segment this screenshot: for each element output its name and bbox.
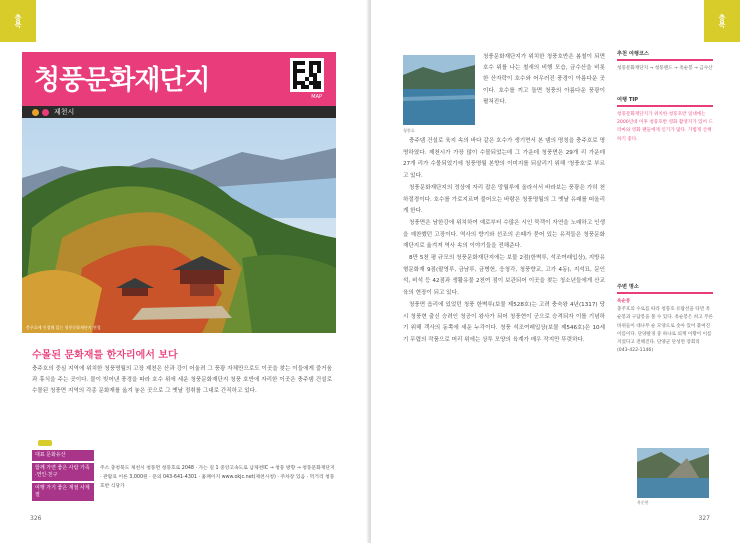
tip-heading: 여행 TIP [617, 97, 639, 103]
course-heading: 추천 여행코스 [617, 51, 649, 57]
info-tag: 함께 가면 좋은 사람 가족·연인·친구 [32, 463, 94, 481]
section-tab-left: 충북 [0, 0, 36, 42]
nearby-photo [637, 448, 709, 498]
car-icon [38, 440, 52, 446]
main-photo [22, 118, 336, 333]
info-box: 주소 충청북도 제천시 청풍면 청풍호로 2048 · 가는 길 1 중앙고속도로 남제천IC → 청풍 방향 → 청풍문화재단지 · 관람료 어른 3,000원 · 문의 043-641-4301 · 홈페이지 www.okjc.net(제천시청) · 주차장 있음 · 먹거리 청풍호반 식당가 [100, 466, 335, 489]
intro-paragraph: 충주호의 중심 지역에 위치한 청풍명월의 고장 제천은 산과 강이 어울려 그 풍광 자체만으로도 이곳을 찾는 이들에게 즐거움과 휴식을 주는 곳이다. 물이 빚어낸 풍경을 따라 호수 위에 세운 청풍문화재단지 청풍 호반에 자리한 이곳은 충주댐 건설로 수몰된 청풍면 지역의 각종 문화재를 옮겨 놓은 곳으로 그 옛날 정취를 그대로 간직하고 있다. [32, 366, 332, 394]
thumbnail-caption: 청풍호 [403, 128, 415, 133]
sidebar-tip [617, 96, 713, 144]
region-bar [22, 106, 336, 118]
region-label: 제천시 [54, 108, 75, 116]
tip-text: 청풍문화재단지가 위치한 청풍호반 일대에는 2000년대 이후 청풍호반 영화 촬영지가 있어 드라마와 영화 팬들에게 인기가 많다. 가볍게 산책하기 좋다. [617, 112, 713, 142]
nearby-heading: 주변 명소 [617, 284, 639, 290]
section-tab-right: 충북 [704, 0, 740, 42]
body-paragraph: 청풍문화재단지의 정상에 자리 잡은 망월루에 올라서서 바라보는 풍광은 가히 천하절경이다. 호수를 가로지르며 불어오는 바람은 청풍명월의 그 옛날 유래를 떠올리게 한다. [403, 184, 605, 215]
nearby-text: 충주호의 수로를 따라 청풍호 유람선을 타면 옥순봉과 구담봉을 볼 수 있다. 옥순봉은 희고 푸른 바위들이 대나무 순 모양으로 솟아 있어 붙여진 이름이다. 단양팔경 중 하나로 퇴계 이황이 이름 지었다고 전해진다. 단양군 단성면 장회리 (043-422-1146) [617, 307, 713, 354]
page-number-right: 327 [698, 515, 710, 522]
pink-dot-icon [42, 109, 49, 116]
body-paragraph: 충주댐 건설로 육지 속의 바다 같은 호수가 생기면서 본 댐의 명칭을 충주호로 명명하였다. 제천시가 가장 많이 수몰되었는데 그 가운데 청풍면은 29개 리 가운데 27개 리가 수몰되었기에 청풍명월 본향의 이미지를 되살리기 위해 '청풍호'로 부르고 있다. [403, 138, 605, 180]
left-page [0, 0, 369, 543]
body-paragraph: 8만 5천 평 규모의 청풍문화재단지에는 보물 2점(한벽루, 석조여래입상), 지방유형문화재 9점(팔영루, 금남루, 금병헌, 응청각, 청풍향교, 고가 4동), 지석묘, 문인석, 비석 등 42점과 생활유물 2천여 점이 보관되어 이곳을 찾는 청소년들에게 산교육의 현장이 되고 있다. [403, 255, 605, 297]
nearby-photo-caption: 옥순봉 [637, 500, 649, 505]
photo-caption: 충주호에 인접해 있는 청풍문화재단지 전경 [26, 325, 101, 330]
lead-text: 청풍문화재단지가 위치한 청풍호반은 봄철이 되면 호수 위를 나는 철새의 비행 모습, 금수산을 비롯한 산자락이 호수와 어우러진 풍경이 아름다운 곳이다. 호수를 끼고 돌면 청풍의 아름다운 풍광이 펼쳐진다. [483, 54, 605, 105]
right-page [371, 0, 740, 543]
section-subheading: 수몰된 문화재를 한자리에서 보다 [32, 350, 178, 361]
page-title: 청풍문화재단지 [34, 65, 210, 96]
info-tag: 여행 가기 좋은 계절 사계절 [32, 483, 94, 501]
sidebar-nearby [617, 283, 713, 355]
page-number-left: 326 [30, 515, 42, 522]
qr-code-icon[interactable] [290, 58, 324, 92]
body-paragraph: 청풍면은 남한강에 위치하여 예로부터 수많은 시인 묵객이 자연을 노래하고 인생을 예찬했던 고장이다. 역사의 향기와 선조의 손때가 묻어 있는 유적들은 청풍문화재단지로 옮겨져 역사 속의 이야기들을 전해준다. [403, 219, 605, 250]
divider [617, 292, 713, 294]
body-paragraph: 청풍면 읍리에 있었던 청풍 한벽루(보물 제528호)는 고려 충숙왕 4년(1317) 당시 청풍현 출신 승려인 청공이 왕사가 되어 청풍현이 군으로 승격되자 이를 기념하기 위해 객사의 동쪽에 세운 누각이다. 청풍 석조여래입상(보물 제546호)은 10세기 무렵의 작품으로 머리 위에는 상투 모양의 육계가 매우 작지만 뚜렷하다. [403, 301, 605, 343]
map-label: MAP [311, 94, 322, 100]
divider [617, 105, 713, 107]
info-tag: 대표 문화유산 [32, 450, 94, 461]
divider [617, 59, 713, 61]
lead-paragraph [483, 52, 605, 108]
course-text: 청풍문화재단지 → 청풍랜드 → 옥순봉 → 금수산 [617, 66, 713, 71]
lake-thumbnail [403, 55, 475, 125]
title-band [22, 52, 336, 106]
sidebar-course [617, 50, 713, 73]
article-body [403, 136, 605, 347]
nearby-title: 옥순봉 [617, 299, 631, 304]
orange-dot-icon [32, 109, 39, 116]
